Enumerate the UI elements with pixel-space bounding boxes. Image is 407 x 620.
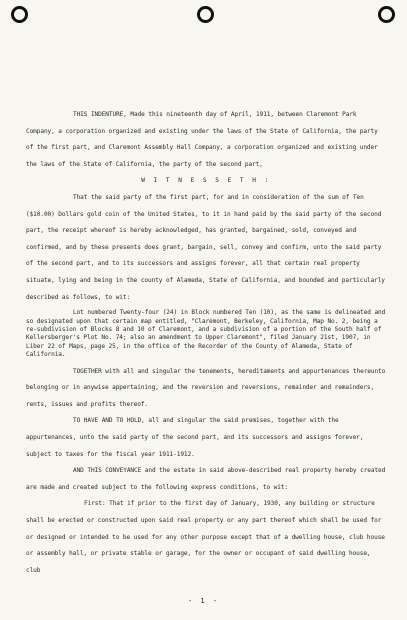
paragraph-first-condition: First: That if prior to the first day of January, 1930, any building or structure shall be erected or constructed upon said real property or any part thereof which shall be used for or designed or intended to be used for any other purpose except that of a dwelling house, club house or assembly hall, or private stable or garage, for the owner or occupant of said dwelling house, club bbox=[26, 500, 385, 574]
paragraph-to-have-and-hold: TO HAVE AND TO HOLD, all and singular the said premises, together with the appurtenances, unto the said party of the second part, and its successors and assigns forever, subject to taxes for the fiscal year 1911-1912. bbox=[26, 417, 364, 458]
paragraph-lot-description: Lot numbered Twenty-four (24) in Block numbered Ten (10), as the same is delineated and so designated upon that certain map entitled, "Claremont, Berkeley, California, Map No. 2, being a re-subdivision of Blocks 8 and 10 of Claremont, and a subdivision of a portion of the South half of Kellersberger's Plot No. 74; also an amendment to Upper Claremont", filed January 21st, 1907, in Liber 22 of Maps, page 25, in the office of the Recorder of the County of Alameda, State of California. bbox=[26, 309, 386, 359]
paragraph-conveyance-conditions: AND THIS CONVEYANCE and the estate in said above-described real property hereby created are made and created subject to the following express conditions, to wit: bbox=[26, 467, 386, 491]
punch-hole-center-icon bbox=[197, 6, 214, 23]
document-body bbox=[26, 107, 386, 579]
paragraph-consideration: That the said party of the first part, for and in consideration of the sum of Ten ($10.00) Dollars gold coin of the United States, to it in hand paid by the said party of the second part, the receipt whereof is hereby acknowledged, has granted, bargained, sold, conveyed and confirmed, and by these presents does grant, bargain, sell, convey and confirm, unto the said party of the second part, and to its successors and assigns forever, all that certain real property situate, lying and being in the county of Alameda, State of California, and bounded and particularly described as follows, to wit: bbox=[26, 193, 385, 301]
punch-hole-right-icon bbox=[378, 6, 395, 23]
paragraph-indenture: THIS INDENTURE, Made this nineteenth day of April, 1911, between Claremont Park Company, a corporation organized and existing under the laws of the State of California, the party of the first part, and Claremont Assembly Hall Company, a corporation organized and existing under the laws of the State of California, the party of the second part, bbox=[26, 111, 378, 168]
paragraph-together: TOGETHER with all and singular the tenements, hereditaments and appurtenances thereunto belonging or in anywise appertaining, and the reversion and reversions, remainder and remainders, rents, issues and profits thereof. bbox=[26, 367, 386, 408]
punch-hole-left-icon bbox=[11, 6, 28, 23]
witnesseth-heading: W I T N E S S E T H : bbox=[141, 177, 271, 185]
page-number: - 1 - bbox=[187, 597, 220, 605]
